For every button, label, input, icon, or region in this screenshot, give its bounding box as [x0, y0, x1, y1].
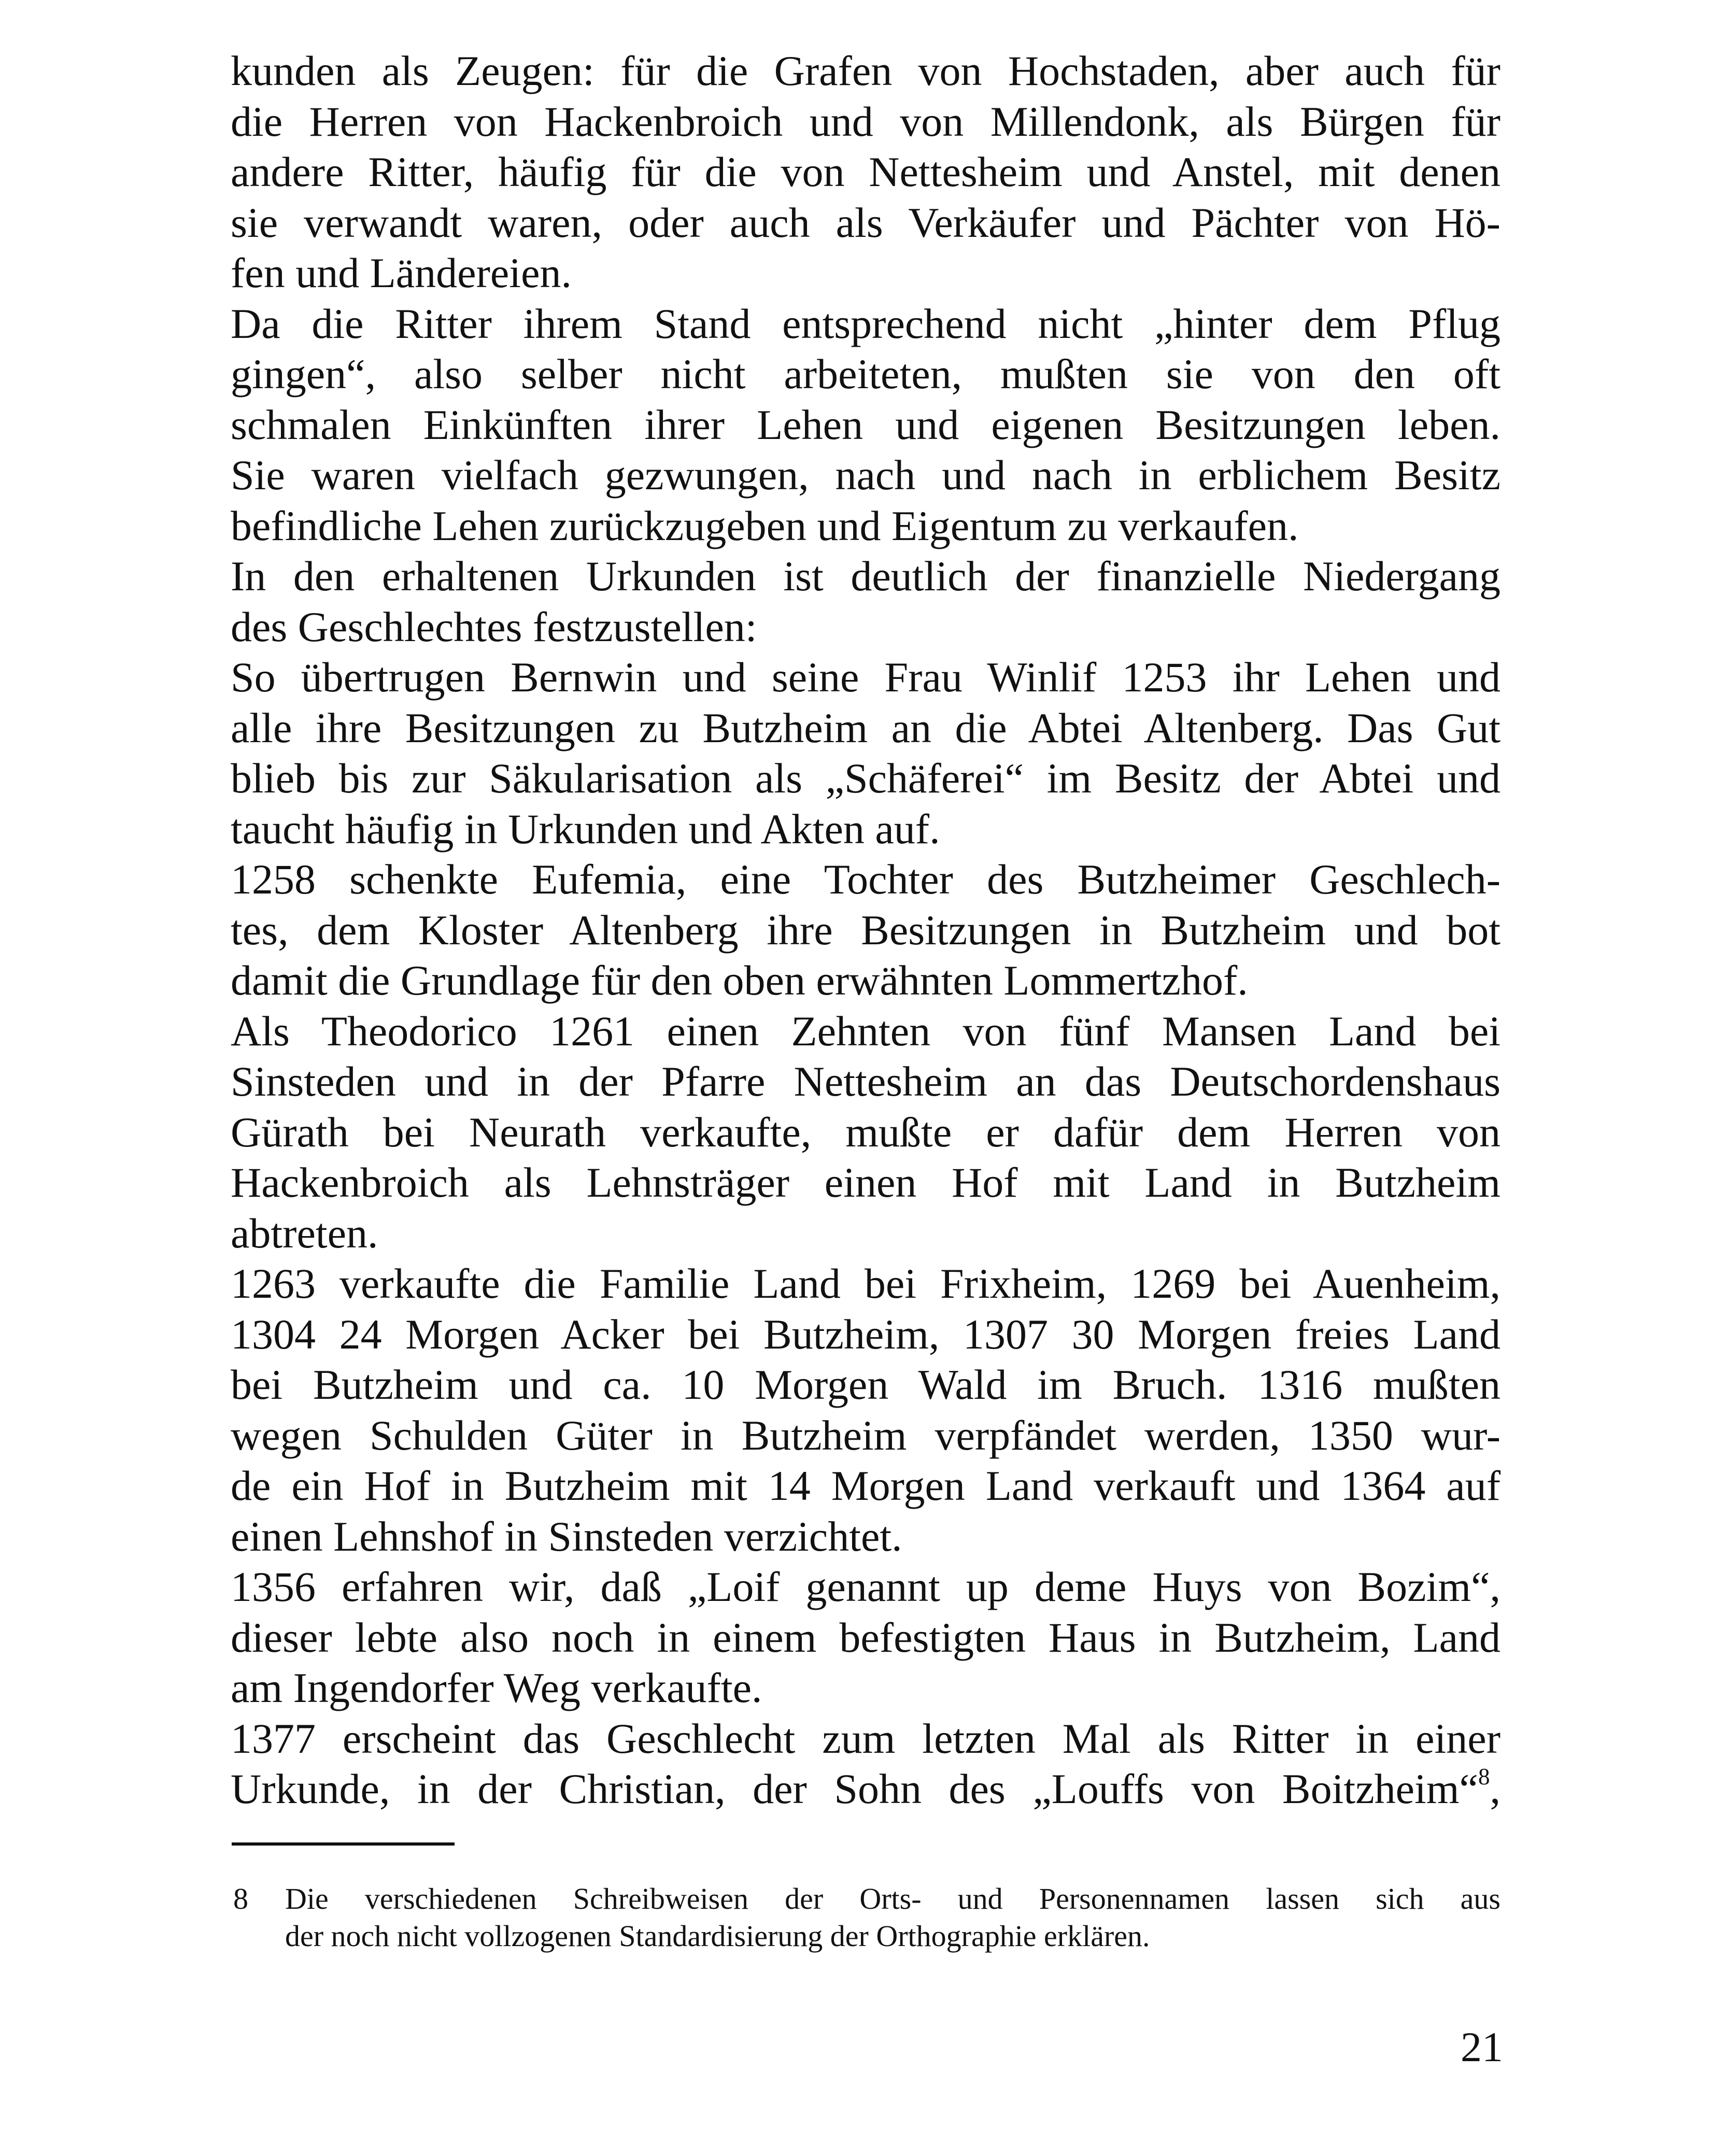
footnote-reference: 8: [1478, 1763, 1490, 1790]
text-line: 1356 erfahren wir, daß „Loif genannt up deme Huys von Bozim“,: [231, 1563, 1500, 1610]
last-line-suffix: ,: [1490, 1765, 1500, 1812]
text-line: Sinsteden und in der Pfarre Nettesheim an das Deutschordenshaus: [231, 1058, 1500, 1105]
text-line: gingen“, also selber nicht arbeiteten, mußten sie von den oft: [231, 350, 1500, 398]
text-line: kunden als Zeugen: für die Grafen von Hochstaden, aber auch für: [231, 47, 1500, 94]
text-line: Da die Ritter ihrem Stand entsprechend nicht „hinter dem Pflug: [231, 300, 1500, 347]
text-line: Gürath bei Neurath verkaufte, mußte er dafür dem Herren von: [231, 1108, 1500, 1156]
text-line: 1263 verkaufte die Familie Land bei Frixheim, 1269 bei Auenheim,: [231, 1260, 1500, 1307]
text-line: andere Ritter, häufig für die von Nettesheim und Anstel, mit denen: [231, 148, 1500, 195]
text-line-last: [231, 1764, 1500, 1814]
text-line: sie verwandt waren, oder auch als Verkäufer und Pächter von Hö-: [231, 198, 1500, 246]
text-line: damit die Grundlage für den oben erwähnten Lommertzhof.: [231, 957, 1248, 1004]
footnote-text-line: der noch nicht vollzogenen Standardisierung der Orthographie erklären.: [285, 1919, 1150, 1953]
text-line: die Herren von Hackenbroich und von Millendonk, als Bürgen für: [231, 97, 1500, 145]
text-line: wegen Schulden Güter in Butzheim verpfändet werden, 1350 wur-: [231, 1411, 1500, 1459]
text-line: 1258 schenkte Eufemia, eine Tochter des Butzheimer Geschlech-: [231, 856, 1500, 903]
text-line: schmalen Einkünften ihrer Lehen und eigenen Besitzungen leben.: [231, 401, 1500, 448]
text-line: befindliche Lehen zurückzugeben und Eigentum zu verkaufen.: [231, 502, 1299, 549]
text-line: In den erhaltenen Urkunden ist deutlich der finanzielle Niedergang: [231, 552, 1500, 600]
footnote-row: [233, 1880, 1500, 1918]
text-line: 1304 24 Morgen Acker bei Butzheim, 1307 30 Morgen freies Land: [231, 1310, 1500, 1358]
text-line: alle ihre Besitzungen zu Butzheim an die Abtei Altenberg. Das Gut: [231, 704, 1500, 751]
text-line: blieb bis zur Säkularisation als „Schäferei“ im Besitz der Abtei und: [231, 755, 1500, 802]
text-line: 1377 erscheint das Geschlecht zum letzten Mal als Ritter in einer: [231, 1714, 1500, 1762]
text-line: einen Lehnshof in Sinsteden verzichtet.: [231, 1512, 902, 1560]
footnote-number: 8: [233, 1882, 248, 1916]
body-text: [231, 46, 1500, 1814]
text-line: dieser lebte also noch in einem befestigten Haus in Butzheim, Land: [231, 1613, 1500, 1661]
footnote-separator: [232, 1842, 455, 1846]
text-line: tes, dem Kloster Altenberg ihre Besitzungen in Butzheim und bot: [231, 906, 1500, 954]
text-line: des Geschlechtes festzustellen:: [231, 603, 757, 650]
text-line: Hackenbroich als Lehnsträger einen Hof mit Land in Butzheim: [231, 1159, 1500, 1206]
footnote-row: [233, 1918, 1500, 1955]
text-line: Als Theodorico 1261 einen Zehnten von fünf Mansen Land bei: [231, 1007, 1500, 1055]
footnote-text-line: Die verschiedenen Schreibweisen der Orts- und Personennamen lassen sich aus: [285, 1882, 1500, 1916]
text-line: bei Butzheim und ca. 10 Morgen Wald im Bruch. 1316 mußten: [231, 1361, 1500, 1408]
page-number: 21: [1461, 2023, 1503, 2070]
footnote: [233, 1880, 1500, 1955]
text-line: taucht häufig in Urkunden und Akten auf.: [231, 805, 940, 853]
text-line: fen und Ländereien.: [231, 249, 572, 296]
text-line: abtreten.: [231, 1209, 378, 1257]
text-line: So übertrugen Bernwin und seine Frau Winlif 1253 ihr Lehen und: [231, 654, 1500, 701]
text-line: Sie waren vielfach gezwungen, nach und nach in erblichem Besitz: [231, 451, 1500, 499]
last-line-text: Urkunde, in der Christian, der Sohn des „Louffs von Boitzheim“: [231, 1765, 1478, 1812]
text-line: am Ingendorfer Weg verkaufte.: [231, 1664, 762, 1711]
text-line: de ein Hof in Butzheim mit 14 Morgen Land verkauft und 1364 auf: [231, 1462, 1500, 1509]
